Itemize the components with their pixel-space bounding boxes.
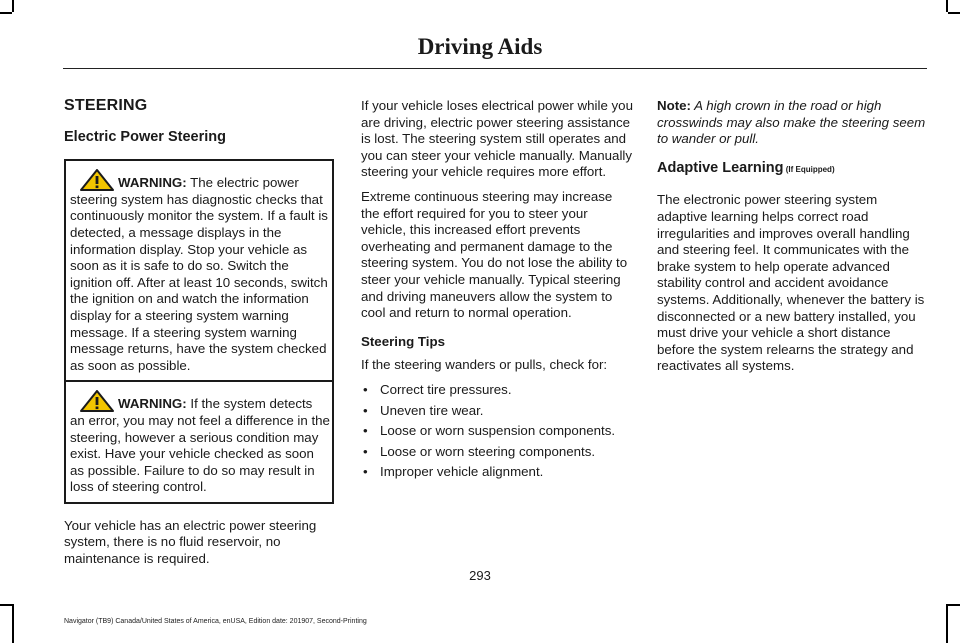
list-item: • Uneven tire wear. [361,403,633,420]
column-right [657,98,927,383]
crop-mark-bottom-left-h [0,604,12,606]
body-paragraph: Extreme continuous steering may increase the effort required for you to steer your vehicle, this increased effort prevents overheating and permanent damage to the steering system. You do not lose the ability to steer your vehicle manually. Typical steering and driving maneuvers allow the system to cool and return to normal operation. [361,188,628,321]
crop-mark-top-right-h [948,12,960,14]
warning-label: WARNING: [118,396,187,412]
warning-triangle-icon [80,390,114,412]
warning-text: The electric power steering system has diagnostic checks that continuously monitor the system. If a fault is detected, a message displays in the information display. Stop your vehicle as soon as it is safe to do so. Switch the ignition off. After at least 10 seconds, switch the ignition on and watch the information display for a steering system warning message. If a steering system warning message returns, have the system checked as soon as possible. [70,175,328,373]
body-paragraph: If your vehicle loses electrical power while you are driving, electric power steering assistance is lost. The steering system still operates and you can steer your vehicle manually. Manually steering your vehicle requires more effort. [361,98,633,180]
adaptive-learning-title: Adaptive Learning [657,159,784,176]
column-middle [361,98,633,485]
warning-box-1 [64,159,334,382]
tips-intro: If the steering wanders or pulls, check for: [361,357,608,373]
list-item: • Loose or worn steering components. [361,444,633,461]
warning-label: WARNING: [118,175,187,191]
warning-triangle-icon [80,169,114,191]
steering-tips-heading: Steering Tips [361,333,445,349]
adaptive-learning-heading [657,160,927,179]
warning-box-2 [64,382,334,504]
equipment-suffix: (If Equipped) [783,164,835,174]
column-left [64,98,334,576]
list-item: • Loose or worn suspension components. [361,423,633,440]
note-text: A high crown in the road or high crosswinds may also make the steering seem to wander or pull. [657,98,926,147]
body-paragraph: The electronic power steering system adaptive learning helps correct road irregularities and improves overall handling and steering feel. It communicates with the brake system to help operate advanced stability control and accident avoidance systems. Additionally, whenever the battery is disconnected or a new battery installed, you must drive your vehicle a short distance before the system relearns the strategy and reactivates all systems. [657,192,925,374]
section-title: STEERING [64,97,148,114]
tips-list [361,382,633,481]
subsection-title: Electric Power Steering [64,128,226,145]
crop-mark-top-left-h [0,12,12,14]
list-item: • Improper vehicle alignment. [361,464,633,481]
warning-text: If the system detects an error, you may not feel a difference in the steering, however a serious condition may exist. Have your vehicle checked as soon as possible. Failure to do so may result in loss of steering control. [70,396,330,495]
page-header-title: Driving Aids [417,34,543,59]
note-label: Note: [657,98,691,113]
body-paragraph: Your vehicle has an electric power steering system, there is no fluid reservoir, no maintenance is required. [64,517,317,567]
note-paragraph [657,98,927,148]
crop-mark-bottom-left-v [12,604,14,643]
crop-mark-top-right-v [946,0,948,12]
header-divider [63,68,927,69]
page-number: 293 [469,568,491,583]
crop-mark-bottom-right-v [946,604,948,643]
footer-edition-info: Navigator (TB9) Canada/United States of America, enUSA, Edition date: 201907, Second-Printing [64,618,367,625]
crop-mark-bottom-right-h [948,604,960,606]
crop-mark-top-left-v [12,0,14,12]
list-item: • Correct tire pressures. [361,382,633,399]
